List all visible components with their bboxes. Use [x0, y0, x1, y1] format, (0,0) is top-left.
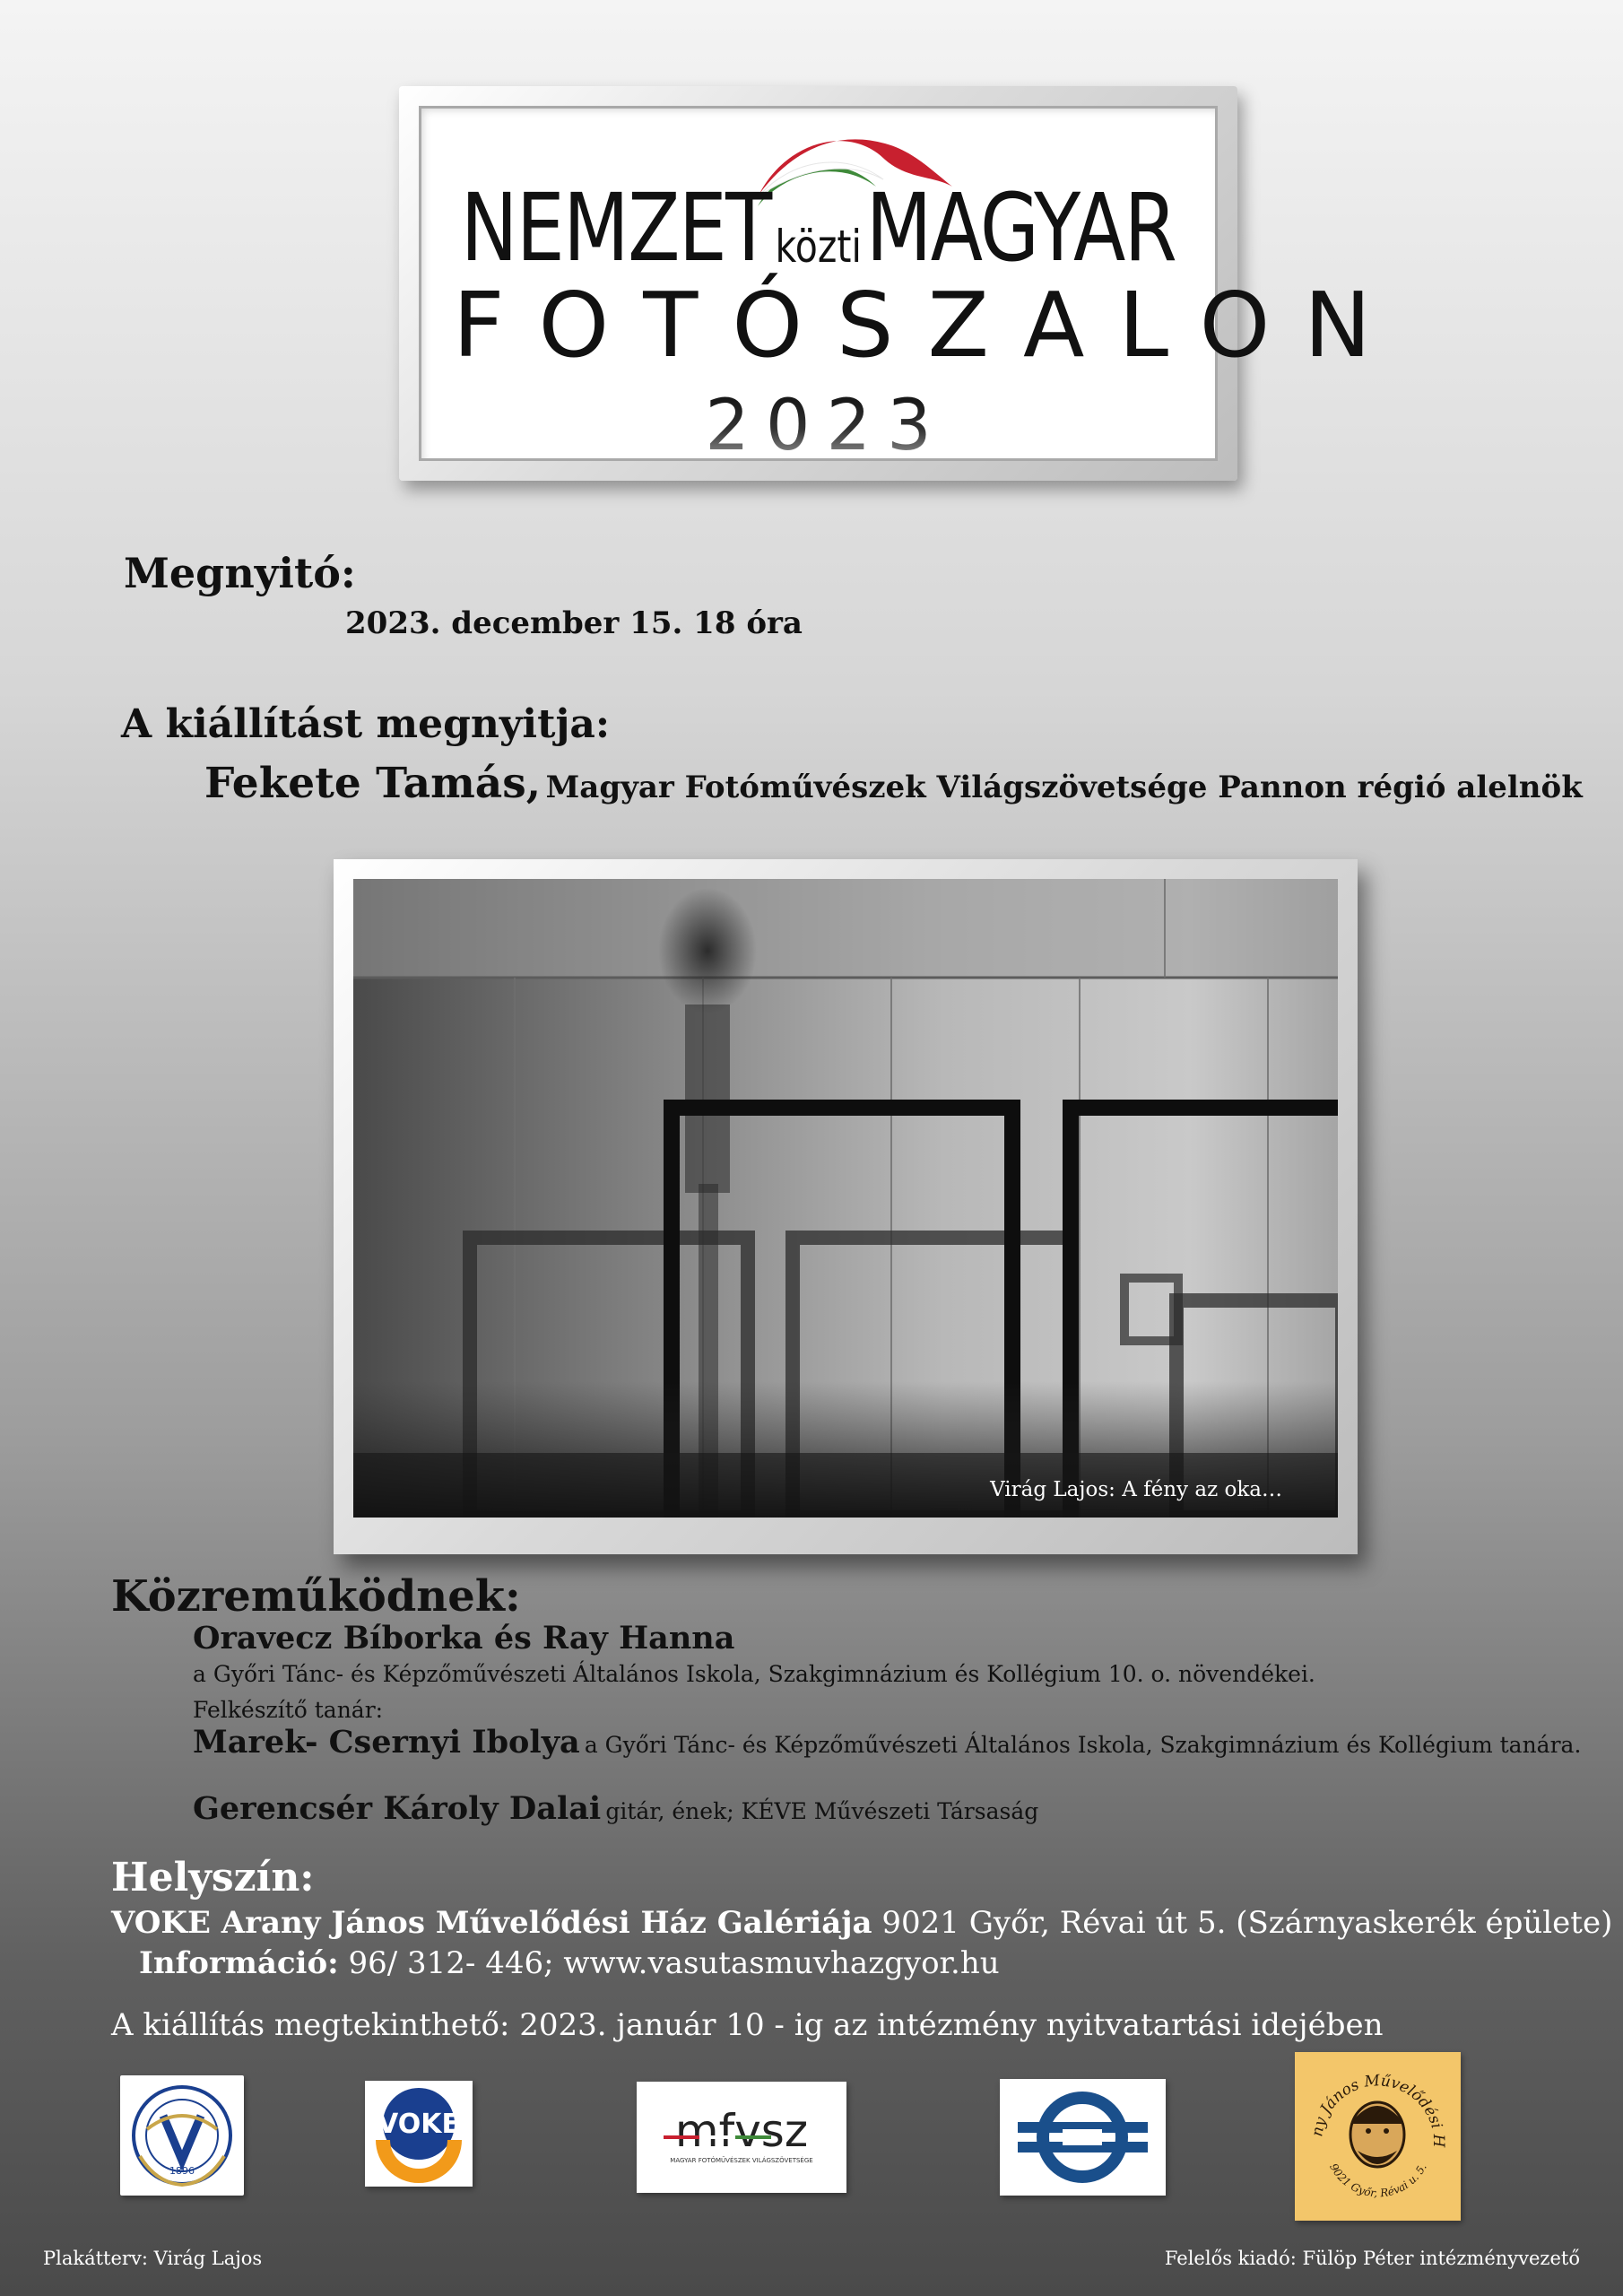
contributor-2-line — [193, 1724, 1581, 1761]
contributor-1-description: a Győri Tánc- és Képzőművészeti Általános Iskola, Szakgimnázium és Kollégium 10. o. növendékei. — [193, 1661, 1315, 1687]
info-value: 96/ 312- 446; www.vasutasmuvhazgyor.hu — [338, 1945, 1000, 1981]
photo-frame — [334, 859, 1358, 1554]
contributor-3-description: gitár, ének; KÉVE Művészeti Társaság — [605, 1798, 1039, 1824]
contributor-2-description: a Győri Tánc- és Képzőművészeti Általános Iskola, Szakgimnázium és Kollégium tanára. — [584, 1732, 1582, 1758]
svg-text:mfvsz: mfvsz — [674, 2105, 809, 2157]
mav-logo — [1000, 2079, 1166, 2196]
title-magyar: MAGYAR — [865, 173, 1176, 283]
info-label: Információ: — [139, 1945, 339, 1981]
contributor-3-line — [193, 1790, 1038, 1827]
voke-emblem-icon — [365, 2081, 473, 2187]
svg-text:MAGYAR FOTÓMŰVÉSZEK VILÁGSZÖVE: MAGYAR FOTÓMŰVÉSZEK VILÁGSZÖVETSÉGE — [670, 2157, 813, 2164]
arany-janos-muvelodesi-haz-logo — [1295, 2052, 1461, 2221]
preparing-teacher-label: Felkészítő tanár: — [193, 1697, 384, 1723]
venue-label: Helyszín: — [111, 1855, 315, 1900]
mfvsz-logo — [637, 2082, 846, 2193]
venue-name: VOKE Arany János Művelődési Ház Galériája — [111, 1905, 872, 1941]
poster-designer-credit: Plakátterv: Virág Lajos — [43, 2248, 263, 2269]
opener-name: Fekete Tamás, — [204, 759, 542, 808]
info-line — [139, 1945, 1000, 1981]
opening-date: 2023. december 15. 18 óra — [345, 605, 803, 641]
contributor-1-name: Oravecz Bíborka és Ray Hanna — [193, 1620, 735, 1657]
vasutasok-szakszervezete-logo — [120, 2075, 244, 2196]
contributor-2-name: Marek- Csernyi Ibolya — [193, 1724, 580, 1761]
svg-text:VOKE: VOKE — [378, 2109, 460, 2140]
exhibition-photo — [353, 879, 1338, 1518]
title-year: 2023 — [419, 391, 1218, 461]
mav-wheel-icon — [1000, 2079, 1166, 2196]
svg-text:9021 Győr, Révai u. 5.: 9021 Győr, Révai u. 5. — [1327, 2161, 1429, 2200]
arany-janos-portrait-icon — [1295, 2052, 1461, 2221]
contributors-label: Közreműködnek: — [111, 1571, 521, 1622]
venue-line — [111, 1905, 1612, 1941]
title-nemzet: NEMZET — [460, 173, 771, 283]
voke-logo — [365, 2081, 473, 2187]
title-fotoszalon: FOTÓSZALON — [453, 273, 1406, 378]
opener-label: A kiállítást megnyitja: — [121, 701, 611, 747]
svg-text:1896: 1896 — [169, 2165, 195, 2177]
photo-shadow-scene — [353, 879, 1338, 1518]
contributor-3-name: Gerencsér Károly Dalai — [193, 1790, 602, 1827]
visiting-period: A kiállítás megtekinthető: 2023. január 10 - ig az intézmény nyitvatartási idejében — [111, 2007, 1384, 2043]
title-frame — [399, 86, 1406, 481]
venue-address: 9021 Győr, Révai út 5. (Szárnyaskerék épülete) — [872, 1905, 1613, 1941]
union-emblem-icon — [120, 2075, 244, 2196]
svg-text:Arany János Művelődési Ház: ny János Művelődési H — [1308, 2072, 1448, 2148]
mfvsz-wordmark-icon — [637, 2082, 846, 2193]
opener-role: Magyar Fotóművészek Világszövetsége Pannon régió alelnök — [545, 770, 1583, 805]
title-kozti: közti — [775, 221, 862, 273]
opening-label: Megnyitó: — [124, 549, 356, 597]
photo-caption: Virág Lajos: A fény az oka… — [990, 1478, 1282, 1501]
publisher-credit: Felelős kiadó: Fülöp Péter intézményvezető — [1164, 2248, 1580, 2269]
title-panel — [419, 106, 1406, 466]
title-line-1 — [460, 173, 1176, 283]
opener-line — [204, 759, 1583, 808]
